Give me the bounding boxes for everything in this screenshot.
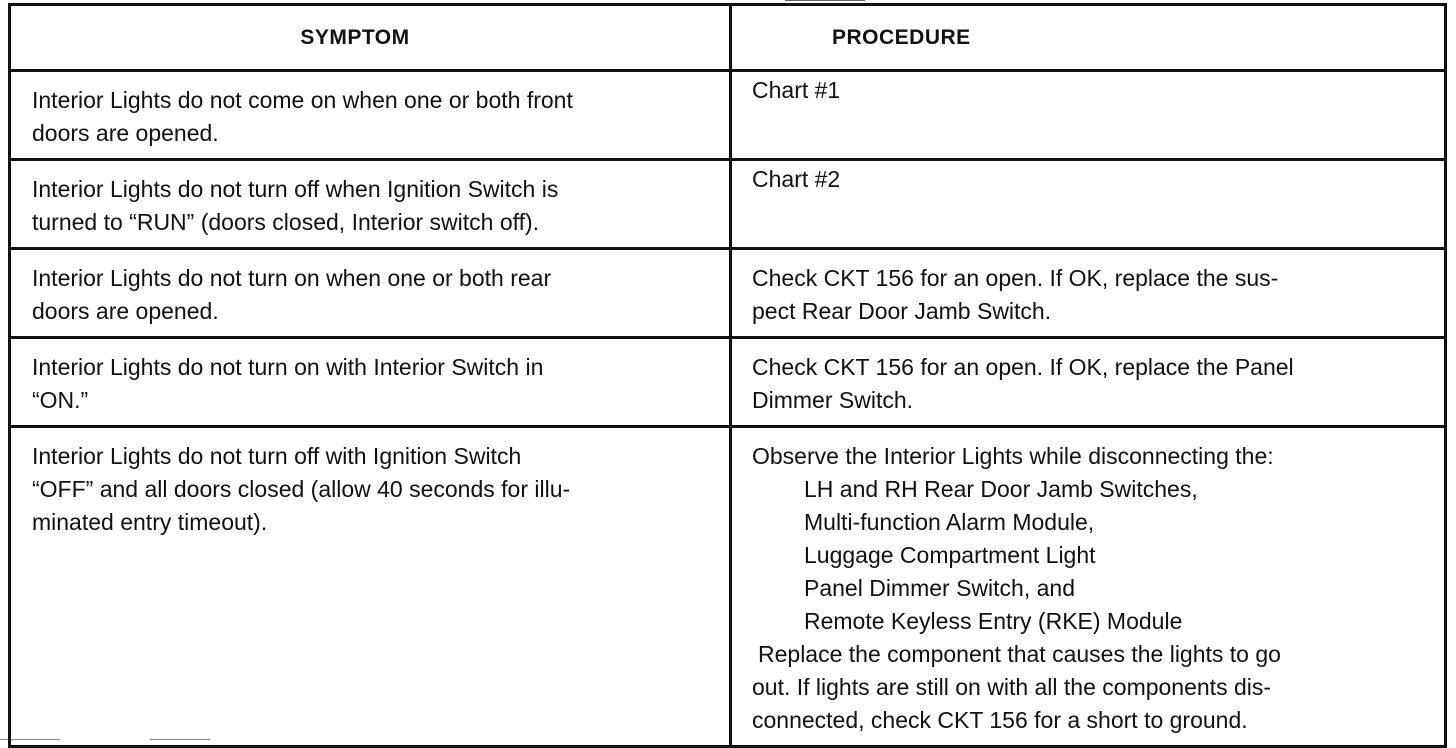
- symptom-header-label: SYMPTOM: [300, 26, 410, 49]
- procedure-cell: [731, 160, 1446, 249]
- symptom-cell: [10, 427, 731, 747]
- procedure-text-line: pect Rear Door Jamb Switch.: [752, 298, 1052, 324]
- diagnosis-sheet: [8, 3, 1444, 735]
- symptom-text-line: Interior Lights do not turn on with Interior Switch in: [32, 354, 544, 380]
- chart-reference: Chart #1: [752, 77, 841, 103]
- list-item: Multi-function Alarm Module,: [804, 509, 1095, 535]
- procedure-cell: [731, 249, 1446, 338]
- procedure-text-line: Dimmer Switch.: [752, 387, 914, 413]
- list-item: Panel Dimmer Switch, and: [804, 575, 1075, 601]
- symptom-header: [10, 5, 731, 71]
- scan-mark-top: [785, 0, 865, 1]
- symptom-text-line: Interior Lights do not turn off when Ignition Switch is: [32, 176, 559, 202]
- procedure-cell: [731, 427, 1446, 747]
- symptom-text-line: Interior Lights do not turn on when one or both rear: [32, 265, 552, 291]
- procedure-cell: [731, 71, 1446, 160]
- table-row: [10, 249, 1446, 338]
- symptom-text-line: Interior Lights do not come on when one or both front: [32, 87, 573, 113]
- list-item: Remote Keyless Entry (RKE) Module: [804, 608, 1183, 634]
- symptom-text-line: “OFF” and all doors closed (allow 40 seconds for illu-: [32, 476, 571, 502]
- symptom-cell: [10, 249, 731, 338]
- symptom-text-line: minated entry timeout).: [32, 509, 268, 535]
- list-item: Luggage Compartment Light: [804, 542, 1096, 568]
- procedure-intro: Observe the Interior Lights while disconnecting the:: [752, 443, 1274, 469]
- symptom-cell: [10, 160, 731, 249]
- procedure-outro-line: Replace the component that causes the lights to go: [758, 641, 1281, 667]
- procedure-header: [731, 5, 1446, 71]
- procedure-cell: [731, 338, 1446, 427]
- symptom-text-line: Interior Lights do not turn off with Ignition Switch: [32, 443, 522, 469]
- table-row: [10, 427, 1446, 747]
- symptom-cell: [10, 71, 731, 160]
- procedure-outro-line: connected, check CKT 156 for a short to ground.: [752, 707, 1248, 733]
- symptom-text-line: turned to “RUN” (doors closed, Interior switch off).: [32, 209, 540, 235]
- component-list: [752, 473, 1434, 638]
- symptom-cell: [10, 338, 731, 427]
- table-row: [10, 338, 1446, 427]
- symptom-text-line: doors are opened.: [32, 120, 219, 146]
- table-row: [10, 71, 1446, 160]
- symptom-text-line: “ON.”: [32, 387, 89, 413]
- procedure-text-line: Check CKT 156 for an open. If OK, replace the sus-: [752, 265, 1279, 291]
- table-row: [10, 160, 1446, 249]
- symptom-text-line: doors are opened.: [32, 298, 219, 324]
- procedure-header-label: PROCEDURE: [832, 26, 971, 49]
- procedure-outro-line: out. If lights are still on with all the components dis-: [752, 674, 1272, 700]
- table-header-row: [10, 5, 1446, 71]
- list-item: LH and RH Rear Door Jamb Switches,: [804, 476, 1198, 502]
- symptom-procedure-table: [8, 3, 1447, 748]
- chart-reference: Chart #2: [752, 166, 841, 192]
- procedure-text-line: Check CKT 156 for an open. If OK, replace the Panel: [752, 354, 1294, 380]
